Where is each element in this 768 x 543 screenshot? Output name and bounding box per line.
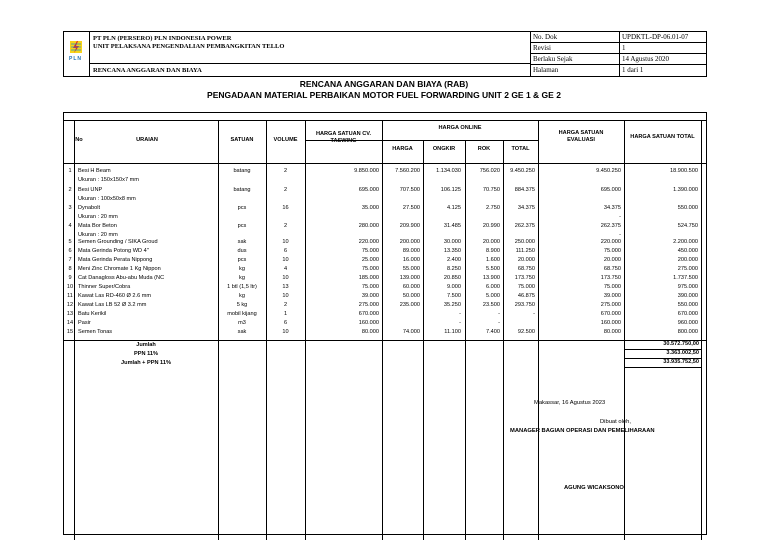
item-harga-cv: 9.850.000 (354, 168, 379, 174)
item-rok: 20.990 (482, 223, 500, 229)
item-volume: 10 (282, 275, 289, 281)
item-grand-total: 18.900.500 (670, 168, 698, 174)
item-harga-cv: 75.000 (361, 284, 379, 290)
col-no: No (75, 137, 83, 143)
item-total: 173.750 (514, 275, 535, 281)
item-harga-cv: 25.000 (361, 257, 379, 263)
total-label: PPN 11% (134, 351, 158, 357)
item-grand-total: 975.000 (677, 284, 698, 290)
row-no: 14 (66, 320, 74, 326)
document-header (63, 31, 707, 77)
lightning-icon (64, 32, 88, 76)
item-name: Semen Grounding / SIKA Groud (78, 239, 158, 245)
item-evaluasi: 160.000 (600, 320, 621, 326)
row-no: 10 (66, 284, 74, 290)
item-evaluasi: 80.000 (603, 329, 621, 335)
item-ongkir: 30.000 (443, 239, 461, 245)
item-total: 293.750 (514, 302, 535, 308)
item-rok: 13.900 (482, 275, 500, 281)
item-name: Ukuran : 20 mm (78, 232, 118, 238)
item-name: Ukuran : 150x150x7 mm (78, 177, 139, 183)
item-grand-total: 800.000 (677, 329, 698, 335)
item-volume: 10 (282, 293, 289, 299)
item-satuan: kg (239, 275, 245, 281)
item-harga-cv: 695.000 (358, 187, 379, 193)
item-harga-cv: 275.000 (358, 302, 379, 308)
item-volume: 6 (283, 248, 288, 254)
item-ongkir: 1.134.030 (436, 168, 461, 174)
item-name: Semen Tonas (78, 329, 113, 335)
doc-meta (530, 32, 707, 76)
item-satuan: batang (233, 187, 251, 193)
item-volume: 16 (282, 205, 289, 211)
item-total: 250.000 (514, 239, 535, 245)
row-no: 15 (66, 329, 74, 335)
item-ongkir: 2.400 (447, 257, 461, 263)
meta-row: Berlaku Sejak 14 Agustus 2020 (531, 54, 707, 65)
item-rok: 1.600 (486, 257, 500, 263)
item-evaluasi: 68.750 (603, 266, 621, 272)
pln-logo (64, 32, 90, 76)
item-ongkir: 4.125 (447, 205, 461, 211)
item-harga: 27.500 (402, 205, 420, 211)
item-name: Kawat Las LB 52 Ø 3.2 mm (78, 302, 147, 308)
row-no: 12 (66, 302, 74, 308)
item-name: Besi H Beam (78, 168, 111, 174)
page-subtitle: PENGADAAN MATERIAL PERBAIKAN MOTOR FUEL FORWARDING UNIT 2 GE 1 & GE 2 (207, 90, 561, 100)
item-harga: 235.000 (399, 302, 420, 308)
item-volume: 10 (282, 239, 289, 245)
item-rok: 70.750 (482, 187, 500, 193)
item-rok: 20.000 (482, 239, 500, 245)
item-evaluasi: 173.750 (600, 275, 621, 281)
item-total: 111.250 (515, 248, 535, 254)
company-name: PT PLN (PERSERO) PLN INDONESIA POWER (93, 35, 232, 42)
item-evaluasi: 695.000 (600, 187, 621, 193)
signer-name: AGUNG WICAKSONO (564, 485, 624, 491)
item-satuan: pcs (237, 257, 247, 263)
item-harga-cv: 35.000 (361, 205, 379, 211)
item-ongkir: 106.125 (440, 187, 461, 193)
item-evaluasi: 34.375 (603, 205, 621, 211)
totals-box (624, 340, 702, 368)
item-total: 75.000 (517, 284, 535, 290)
item-satuan: 5 kg (236, 302, 248, 308)
item-grand-total: 450.000 (677, 248, 698, 254)
item-grand-total: 200.000 (677, 257, 698, 263)
item-satuan: pcs (237, 223, 247, 229)
item-grand-total: 1.737.500 (673, 275, 698, 281)
item-name: Ukuran : 20 mm (78, 214, 118, 220)
item-rok: - (498, 311, 500, 317)
item-rok: 756.020 (479, 168, 500, 174)
item-rok: 2.750 (486, 205, 500, 211)
item-rok: 5.000 (486, 293, 500, 299)
total-value: 33.935.752,50 (663, 359, 699, 365)
place-date: Makassar, 16 Agustus 2023 (534, 400, 606, 406)
item-evaluasi: 75.000 (603, 248, 621, 254)
item-rok: 6.000 (486, 284, 500, 290)
item-satuan: dus (237, 248, 247, 254)
item-total: 46.875 (517, 293, 535, 299)
row-no: 7 (68, 257, 72, 263)
row-no: 8 (68, 266, 72, 272)
item-ongkir: - (459, 320, 461, 326)
logo-text: PLN (69, 56, 82, 62)
item-name: Kawat Las RD-460 Ø 2.6 mm (78, 293, 152, 299)
item-satuan: mobil kijang (227, 311, 257, 317)
item-volume: 2 (283, 302, 288, 308)
col-harga-cv: HARGA SATUAN CV. TASWING (315, 131, 372, 144)
row-no: 3 (68, 205, 72, 211)
row-no: 9 (68, 275, 72, 281)
item-name: Ukuran : 100x50x8 mm (78, 196, 136, 202)
item-volume: 13 (282, 284, 289, 290)
item-harga-cv: 39.000 (361, 293, 379, 299)
item-grand-total: 2.200.000 (673, 239, 698, 245)
item-volume: 2 (283, 187, 288, 193)
item-satuan: batang (233, 168, 251, 174)
item-harga-cv: 220.000 (358, 239, 379, 245)
item-ongkir: 11.100 (444, 329, 461, 335)
item-evaluasi: 20.000 (603, 257, 621, 263)
item-rok: 8.900 (486, 248, 500, 254)
item-volume: 6 (283, 320, 288, 326)
item-harga-cv: 160.000 (358, 320, 379, 326)
row-no: 6 (68, 248, 72, 254)
item-harga: 50.000 (402, 293, 420, 299)
meta-row: Revisi 1 (531, 43, 707, 54)
item-satuan: kg (239, 266, 245, 272)
total-value: 3.363.002,50 (666, 350, 699, 356)
item-name: Mata Gerinda Potong WD 4" (78, 248, 149, 254)
item-satuan: sak (237, 329, 247, 335)
item-total: - (533, 311, 535, 317)
item-total: 884.375 (514, 187, 535, 193)
item-total: 68.750 (517, 266, 535, 272)
item-rok: - (498, 320, 500, 326)
item-harga: 139.000 (399, 275, 420, 281)
item-total: 92.500 (517, 329, 535, 335)
item-satuan: 1 btl (1,5 ltr) (227, 284, 257, 290)
item-harga: 55.000 (402, 266, 420, 272)
item-harga-cv: 75.000 (361, 266, 379, 272)
item-grand-total: 1.390.000 (673, 187, 698, 193)
item-ongkir: 20.850 (443, 275, 461, 281)
item-ongkir: 31.485 (443, 223, 461, 229)
row-no: 1 (68, 168, 72, 174)
item-satuan: kg (239, 293, 245, 299)
item-evaluasi: 275.000 (600, 302, 621, 308)
item-total: 34.375 (517, 205, 535, 211)
item-rok: 5.500 (486, 266, 500, 272)
item-ongkir: 7.500 (447, 293, 461, 299)
item-harga: 60.000 (402, 284, 420, 290)
item-volume: 1 (283, 311, 288, 317)
item-name: Besi UNP (78, 187, 103, 193)
item-harga: 7.560.200 (395, 168, 420, 174)
meta-row: No. Dok UPDKTL-DP-06.01-07 (531, 32, 707, 43)
item-rok: 7.400 (486, 329, 500, 335)
item-harga-cv: 670.000 (358, 311, 379, 317)
item-satuan: pcs (237, 205, 247, 211)
item-evaluasi: 75.000 (603, 284, 621, 290)
item-harga: 707.500 (399, 187, 420, 193)
item-total: 262.375 (514, 223, 535, 229)
rab-table (63, 112, 707, 535)
item-harga-cv: 185.000 (358, 275, 379, 281)
item-volume: 10 (282, 257, 289, 263)
item-volume: 2 (283, 168, 288, 174)
item-name: Meni Zinc Chromate 1 Kg Nippon (78, 266, 161, 272)
col-uraian: URAIAN (136, 137, 158, 143)
item-harga: 89.000 (402, 248, 420, 254)
item-grand-total: 390.000 (677, 293, 698, 299)
company-block (90, 32, 530, 76)
item-grand-total: 550.000 (677, 302, 698, 308)
item-name: Pasir (78, 320, 91, 326)
row-no: 5 (68, 239, 72, 245)
row-no: 4 (68, 223, 72, 229)
total-label: Jumlah (136, 342, 156, 348)
row-no: 13 (66, 311, 74, 317)
item-ongkir: - (459, 311, 461, 317)
item-harga: 74.000 (402, 329, 420, 335)
meta-row: Halaman 1 dari 1 (531, 65, 707, 76)
item-volume: 2 (283, 223, 288, 229)
total-value: 30.572.750,00 (663, 341, 699, 347)
total-label: Jumlah + PPN 11% (121, 360, 171, 366)
item-evaluasi: 670.000 (600, 311, 621, 317)
item-rok: 23.500 (482, 302, 500, 308)
item-grand-total: 275.000 (677, 266, 698, 272)
item-satuan: m3 (238, 320, 246, 326)
col-harga: HARGA (392, 146, 413, 152)
signer-position: MANAGER BAGIAN OPERASI DAN PEMELIHARAAN (510, 428, 655, 434)
doc-type: RENCANA ANGGARAN DAN BIAYA (93, 67, 202, 74)
item-volume: 10 (282, 329, 289, 335)
item-harga-cv: 80.000 (361, 329, 379, 335)
item-name: Dynabolt (78, 205, 101, 211)
item-name: Cat Danagloss Abu-abu Muda (NC (78, 275, 165, 281)
item-harga: 200.000 (399, 239, 420, 245)
unit-name: UNIT PELAKSANA PENGENDALIAN PEMBANGKITAN TELLO (93, 43, 285, 50)
item-ongkir: 13.350 (443, 248, 461, 254)
col-evaluasi: HARGA SATUAN EVALUASI (558, 130, 604, 143)
item-evaluasi: 9.450.250 (596, 168, 621, 174)
item-grand-total: 960.000 (677, 320, 698, 326)
col-total: TOTAL (511, 146, 530, 152)
col-harga-total: HARGA SATUAN TOTAL (630, 134, 695, 140)
item-grand-total: 550.000 (677, 205, 698, 211)
item-name: Batu Kerikil (78, 311, 107, 317)
item-name: Mata Bor Beton (78, 223, 117, 229)
item-evaluasi: 262.375 (600, 223, 621, 229)
item-harga-cv: 280.000 (358, 223, 379, 229)
row-no: 11 (67, 293, 73, 299)
col-satuan: SATUAN (230, 137, 254, 143)
item-harga: 16.000 (402, 257, 420, 263)
item-ongkir: 9.000 (447, 284, 461, 290)
item-total: 9.450.250 (510, 168, 535, 174)
item-total: 20.000 (517, 257, 535, 263)
item-name: Mata Gerinda Perata Nippong (78, 257, 153, 263)
col-rok: ROK (477, 146, 491, 152)
item-volume: 4 (283, 266, 288, 272)
col-harga-online: HARGA ONLINE (438, 125, 482, 131)
item-harga-cv: 75.000 (361, 248, 379, 254)
item-name: Thinner Super/Cobra (78, 284, 131, 290)
item-evaluasi: - (619, 232, 621, 238)
item-ongkir: 35.250 (443, 302, 461, 308)
item-grand-total: 670.000 (677, 311, 698, 317)
item-evaluasi: - (619, 214, 621, 220)
item-evaluasi: 39.000 (603, 293, 621, 299)
item-satuan: sak (237, 239, 247, 245)
row-no: 2 (68, 187, 72, 193)
item-ongkir: 8.250 (447, 266, 461, 272)
item-grand-total: 524.750 (677, 223, 698, 229)
item-evaluasi: 220.000 (600, 239, 621, 245)
page-title: RENCANA ANGGARAN DAN BIAYA (RAB) (299, 79, 469, 89)
col-ongkir: ONGKIR (432, 146, 456, 152)
item-harga: 209.900 (399, 223, 420, 229)
made-by: Dibuat oleh, (600, 419, 631, 425)
col-volume: VOLUME (273, 137, 298, 143)
